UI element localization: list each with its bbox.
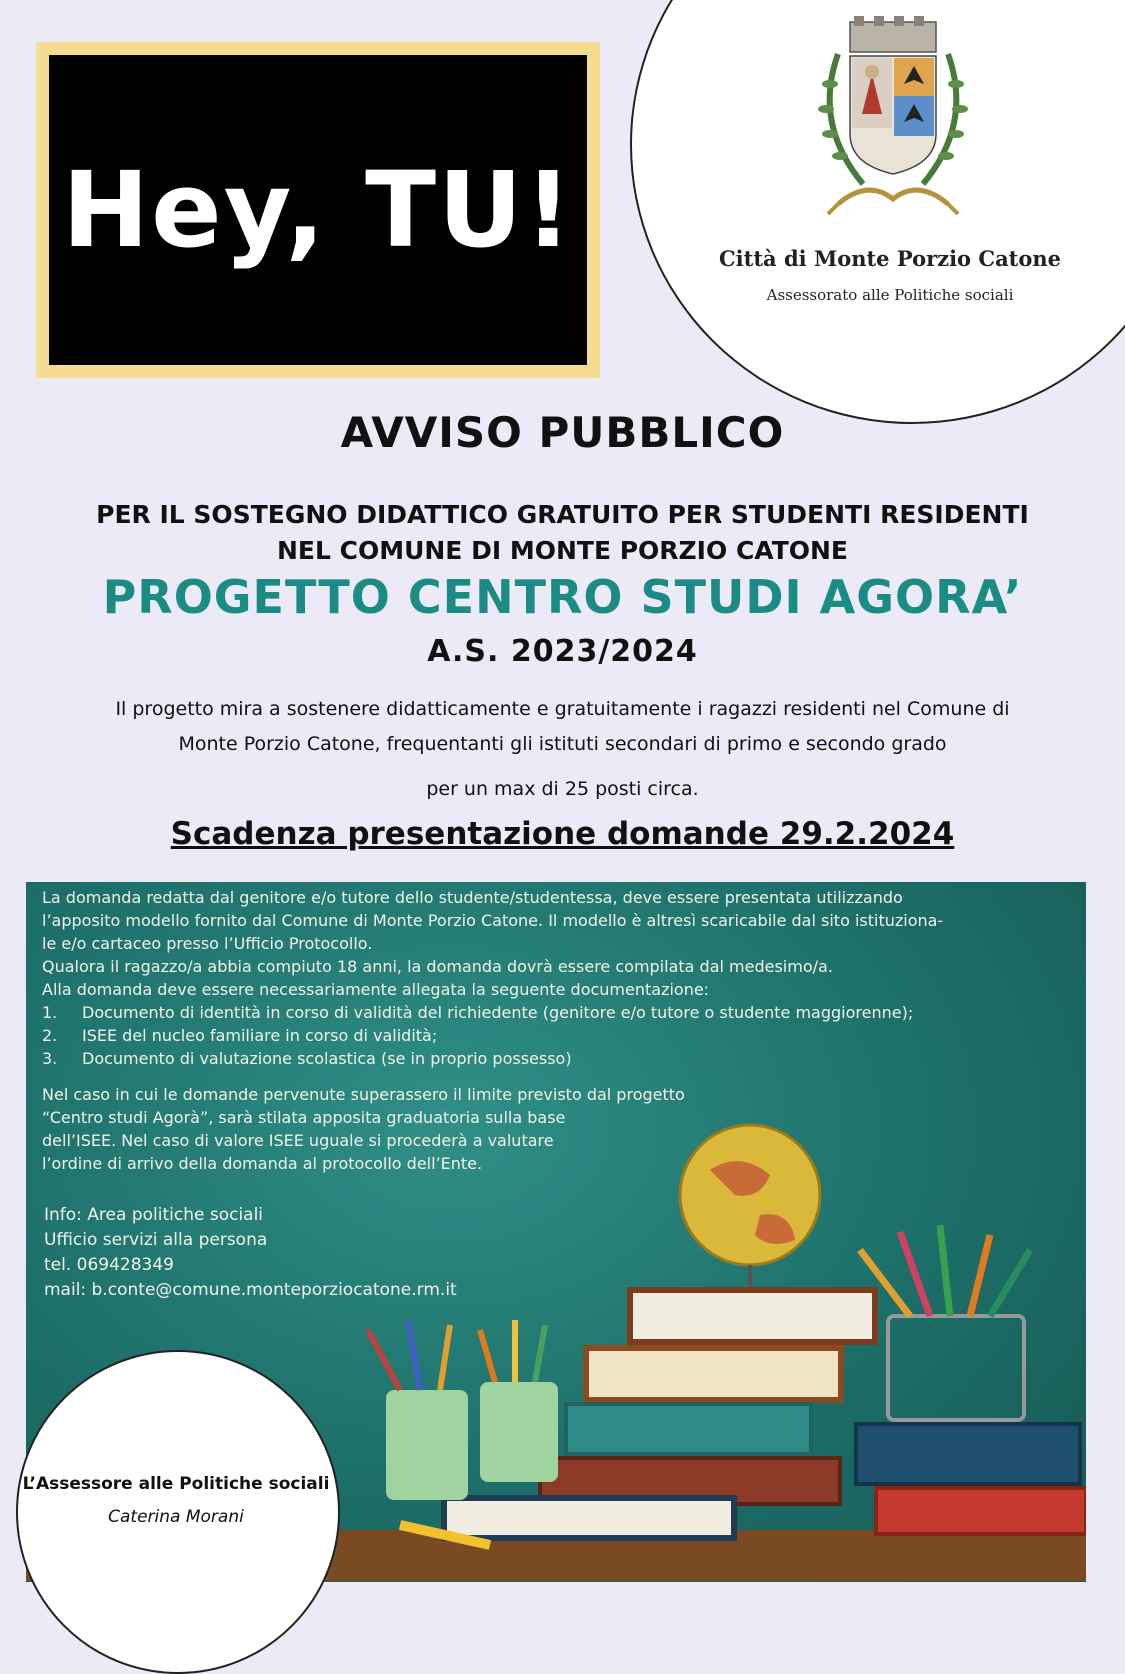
list-text: Documento di identità in corso di validità del richiedente (genitore e/o tutore o studente maggiorenne); (82, 1003, 914, 1022)
panel-line: Qualora il ragazzo/a abbia compiuto 18 anni, la domanda dovrà essere compilata dal medesimo/a. (42, 957, 833, 976)
chalkboard-text: Hey, TU! (62, 149, 574, 271)
list-item (42, 1024, 943, 1047)
contact-info (44, 1203, 457, 1303)
notice-subtitle-line1: PER IL SOSTEGNO DIDATTICO GRATUITO PER STUDENTI RESIDENTI (96, 500, 1029, 529)
panel-line: Nel caso in cui le domande pervenute superassero il limite previsto dal progetto (42, 1085, 685, 1104)
cup-icon (386, 1390, 468, 1500)
panel-line: le e/o cartaceo presso l’Ufficio Protocollo. (42, 934, 373, 953)
pencil-cup-icon (888, 1316, 1024, 1420)
notice-subtitle-line2: NEL COMUNE DI MONTE PORZIO CATONE (276, 536, 849, 565)
panel-line: La domanda redatta dal genitore e/o tutore dello studente/studentessa, deve essere presentata utilizzando (42, 888, 903, 907)
panel-line: l’ordine di arrivo della domanda al protocollo dell’Ente. (42, 1154, 483, 1173)
list-number: 1. (42, 1003, 58, 1022)
panel-line: Alla domanda deve essere necessariamente allegata la seguente documentazione: (42, 980, 710, 999)
intro-line2: Monte Porzio Catone, frequentanti gli istituti secondari di primo e secondo grado (178, 733, 947, 755)
list-text: ISEE del nucleo familiare in corso di validità; (82, 1026, 438, 1045)
list-number: 3. (42, 1049, 58, 1068)
chalkboard (36, 42, 600, 378)
book-icon (630, 1290, 875, 1342)
school-supplies-illustration (340, 1120, 1086, 1581)
panel-line: dell’ISEE. Nel caso di valore ISEE uguale si procederà a valutare (42, 1131, 554, 1150)
info-email: mail: b.conte@comune.monteporziocatone.rm.it (44, 1280, 457, 1300)
panel-line: “Centro studi Agorà”, sarà stilata apposita graduatoria sulla base (42, 1108, 566, 1127)
signature-title: L’Assessore alle Politiche sociali (22, 1474, 330, 1494)
deadline: Scadenza presentazione domande 29.2.2024 (170, 816, 955, 852)
intro-line3: per un max di 25 posti circa. (426, 778, 699, 800)
info-office: Ufficio servizi alla persona (44, 1230, 268, 1250)
school-year: A.S. 2023/2024 (427, 634, 698, 669)
panel-line: l’apposito modello fornito dal Comune di Monte Porzio Catone. Il modello è altresì scaricabile dal sito istituziona- (42, 911, 944, 930)
city-crest-icon (808, 14, 978, 234)
department-name: Assessorato alle Politiche sociali (766, 286, 1014, 304)
info-phone: tel. 069428349 (44, 1255, 174, 1275)
city-name: Città di Monte Porzio Catone (718, 246, 1062, 271)
panel-paragraph-2 (42, 1083, 685, 1175)
list-item (42, 1047, 943, 1070)
signature-name: Caterina Morani (108, 1507, 244, 1527)
notice-title: AVVISO PUBBLICO (340, 408, 785, 457)
info-area: Info: Area politiche sociali (44, 1205, 264, 1225)
list-item (42, 1001, 943, 1024)
list-text: Documento di valutazione scolastica (se in proprio possesso) (82, 1049, 572, 1068)
panel-paragraph-1 (42, 886, 943, 1070)
list-number: 2. (42, 1026, 58, 1045)
intro-line1: Il progetto mira a sostenere didatticamente e gratuitamente i ragazzi residenti nel Comune di (115, 698, 1010, 720)
project-title: PROGETTO CENTRO STUDI AGORA’ (102, 570, 1023, 624)
